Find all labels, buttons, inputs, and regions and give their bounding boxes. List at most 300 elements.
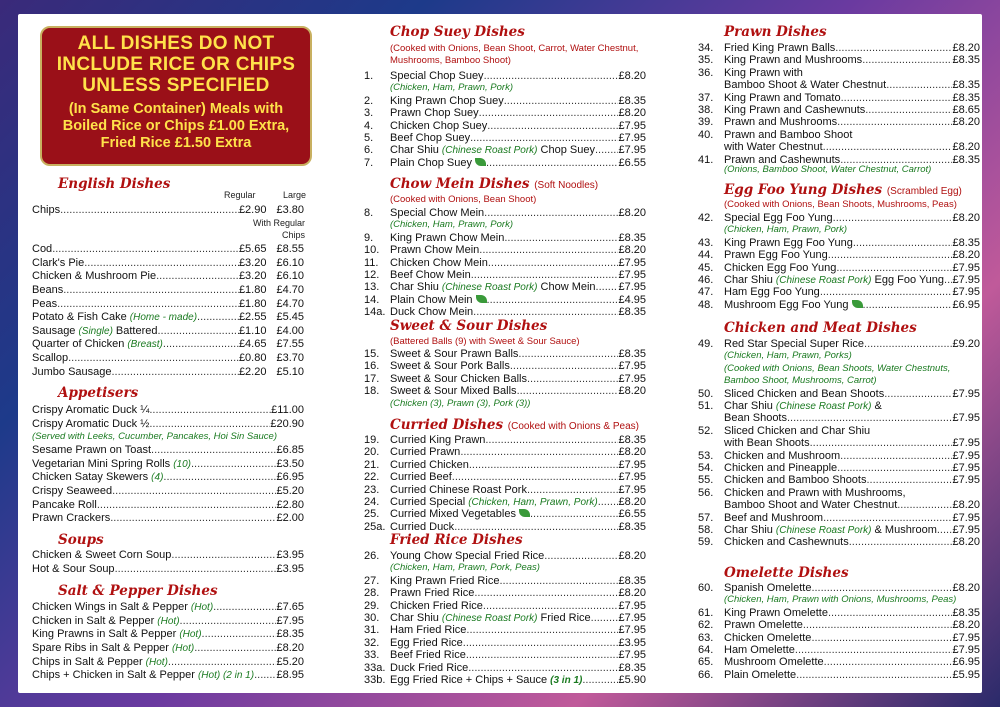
item-note: (Hot) (2 in 1) <box>197 670 255 682</box>
menu-item[interactable] <box>364 674 646 687</box>
menu-item[interactable] <box>32 512 304 525</box>
menu-item[interactable] <box>32 485 304 498</box>
item-price: £8.20 <box>276 641 304 654</box>
menu-item[interactable] <box>698 425 980 438</box>
item-name: King Prawn Egg Foo Yung <box>724 236 853 249</box>
item-number: 24. <box>364 496 380 508</box>
item-name-line2: with Water Chestnut <box>724 141 823 154</box>
item-name: Chicken Chop Suey <box>390 119 488 132</box>
item-price: £20.90 <box>270 417 304 430</box>
item-price: £3.95 <box>618 636 646 649</box>
menu-item[interactable] <box>364 207 646 220</box>
item-price: £7.95 <box>952 474 980 487</box>
menu-item[interactable] <box>364 600 646 613</box>
item-price: £7.95 <box>618 483 646 496</box>
menu-item[interactable] <box>698 104 980 117</box>
item-price: £8.20 <box>618 550 646 562</box>
section-title-soups: Soups <box>58 532 104 548</box>
item-note: (Hot) <box>157 615 180 627</box>
item-price: £1.80 <box>238 297 267 310</box>
item-price: £7.95 <box>952 511 980 524</box>
item-number: 59. <box>698 536 714 549</box>
item-name-line2: with Bean Shoots <box>724 437 810 450</box>
notice-line: (In Same Container) Meals with <box>68 101 284 117</box>
item-name: Prawn and Bamboo Shoot <box>724 128 853 141</box>
menu-item[interactable] <box>364 471 646 484</box>
item-price: £8.20 <box>952 141 980 154</box>
item-price: £7.95 <box>618 281 646 294</box>
menu-page <box>18 14 982 693</box>
menu-item[interactable] <box>698 338 980 351</box>
menu-item[interactable] <box>32 458 304 471</box>
menu-item[interactable] <box>698 400 980 413</box>
item-name: Beans <box>32 283 64 296</box>
item-name: King Prawn Chop Suey <box>390 94 504 107</box>
item-name: Plain Omelette <box>724 668 797 681</box>
item-name: Prawn Chop Suey <box>390 107 479 120</box>
rice-chips-notice <box>40 26 312 166</box>
menu-item[interactable] <box>32 243 304 256</box>
item-number: 16. <box>364 360 380 373</box>
item-price: £6.55 <box>618 156 646 169</box>
menu-item[interactable] <box>698 462 980 475</box>
menu-item[interactable] <box>364 95 646 108</box>
menu-item[interactable] <box>698 262 980 275</box>
menu-item[interactable] <box>32 615 304 628</box>
menu-item[interactable] <box>364 385 646 398</box>
menu-item[interactable] <box>32 656 304 669</box>
menu-item[interactable] <box>32 366 304 379</box>
item-name: Curried Chinese Roast Pork <box>390 483 527 496</box>
title-sub: (Soft Noodles) <box>534 180 599 191</box>
item-price: £5.65 <box>238 243 267 255</box>
item-price: £6.95 <box>276 471 304 484</box>
item-name: Chicken Fried Rice <box>390 599 483 612</box>
title-text: Egg Foo Yung Dishes <box>724 182 883 198</box>
item-name: Potato & Fish Cake <box>32 311 127 324</box>
item-number: 17. <box>364 372 380 385</box>
item-number: 33. <box>364 649 380 662</box>
item-number: 63. <box>698 631 714 644</box>
menu-item[interactable] <box>32 257 304 270</box>
menu-item[interactable] <box>364 550 646 563</box>
notice-line: Fried Rice £1.50 Extra <box>100 135 252 151</box>
menu-item[interactable] <box>32 284 304 297</box>
menu-item[interactable] <box>698 237 980 250</box>
menu-item[interactable] <box>698 582 980 595</box>
item-number: 37. <box>698 91 714 104</box>
item-price: £3.20 <box>238 256 267 269</box>
item-price-large: £6.10 <box>276 256 304 269</box>
leaf-icon <box>476 295 487 303</box>
item-name: Scallop <box>32 352 69 365</box>
item-number: 53. <box>698 449 714 462</box>
menu-item[interactable] <box>32 270 304 283</box>
menu-item[interactable] <box>698 669 980 682</box>
menu-item[interactable] <box>364 257 646 270</box>
item-price: £7.95 <box>618 256 646 269</box>
item-name: Plain Chow Mein <box>390 293 473 306</box>
notice-line: Boiled Rice or Chips £1.00 Extra, <box>62 118 290 134</box>
item-note: (Breast) <box>127 339 163 351</box>
item-price-large: £6.10 <box>276 270 304 283</box>
item-name: Quarter of Chicken <box>32 338 125 351</box>
item-price: £2.20 <box>238 365 267 378</box>
menu-item[interactable] <box>364 434 646 447</box>
menu-item[interactable] <box>32 471 304 484</box>
item-name: Curried Prawn <box>390 446 461 459</box>
item-number: 28. <box>364 587 380 600</box>
item-number: 14a. <box>364 306 386 319</box>
item-number: 6. <box>364 144 374 157</box>
item-name: Chicken Omelette <box>724 631 812 644</box>
item-price: £8.35 <box>618 520 646 533</box>
item-price: £7.95 <box>952 631 980 644</box>
section-title-sweet-sour: Sweet & Sour Dishes <box>390 318 548 334</box>
item-name: Chicken & Mushroom Pie <box>32 270 157 283</box>
item-number: 47. <box>698 286 714 299</box>
item-price-large: £5.10 <box>276 365 304 378</box>
item-name: Chips in Salt & Pepper <box>32 655 143 668</box>
item-name: Prawn and Cashewnuts <box>724 153 841 166</box>
menu-item-cont[interactable] <box>724 412 980 425</box>
item-name: Beef Chop Suey <box>390 132 471 144</box>
item-name-cont: Fried Rice <box>540 612 591 624</box>
menu-item[interactable] <box>698 450 980 463</box>
menu-item[interactable] <box>32 352 304 365</box>
menu-item[interactable] <box>698 286 980 299</box>
menu-item[interactable] <box>32 628 304 641</box>
item-price-large: £4.70 <box>276 297 304 310</box>
item-price: £8.20 <box>618 587 646 600</box>
item-name-cont: Chow Mein <box>540 281 596 294</box>
menu-item[interactable] <box>364 649 646 662</box>
section-title-english: English Dishes <box>58 176 171 192</box>
menu-item[interactable] <box>364 132 646 145</box>
section-title-appetisers: Appetisers <box>58 385 139 401</box>
menu-item[interactable] <box>698 67 980 80</box>
item-number: 15. <box>364 348 380 360</box>
with-regular-label: With Regular <box>253 218 306 228</box>
menu-item[interactable] <box>698 129 980 142</box>
item-price: £5.95 <box>952 668 980 681</box>
item-name: Chicken Egg Foo Yung <box>724 261 837 274</box>
item-number: 51. <box>698 400 714 412</box>
item-price: £8.20 <box>952 212 980 224</box>
section-title-chicken-meat: Chicken and Meat Dishes <box>724 320 917 336</box>
item-number: 66. <box>698 668 714 681</box>
menu-item[interactable] <box>364 508 646 521</box>
item-name: Chicken and Cashewnuts <box>724 536 849 549</box>
item-number: 43. <box>698 236 714 249</box>
menu-item[interactable] <box>698 92 980 105</box>
item-number: 23. <box>364 483 380 496</box>
item-price: £8.35 <box>618 306 646 319</box>
item-price: £7.95 <box>952 387 980 400</box>
item-name: Young Chow Special Fried Rice <box>390 550 545 562</box>
menu-item[interactable] <box>364 281 646 294</box>
item-price: £8.65 <box>952 104 980 116</box>
item-price: £8.20 <box>618 446 646 459</box>
menu-item[interactable] <box>32 601 304 614</box>
menu-item[interactable] <box>698 632 980 645</box>
item-price: £2.55 <box>238 311 267 324</box>
item-name: King Prawn Omelette <box>724 606 828 619</box>
menu-item[interactable] <box>364 144 646 157</box>
menu-item[interactable] <box>698 388 980 401</box>
item-name: Duck Chow Mein <box>390 306 474 319</box>
item-name-line2: Bamboo Shoot and Water Chestnut <box>724 499 898 512</box>
item-price: £7.95 <box>618 372 646 385</box>
menu-item[interactable] <box>364 373 646 386</box>
notice-line: UNLESS SPECIFIED <box>82 75 270 96</box>
item-name: King Prawn Fried Rice <box>390 574 500 587</box>
menu-item[interactable] <box>698 299 980 312</box>
item-price: £7.95 <box>618 612 646 624</box>
item-number: 44. <box>698 249 714 262</box>
menu-item[interactable] <box>364 120 646 133</box>
item-price: £6.95 <box>952 656 980 669</box>
menu-item[interactable] <box>364 624 646 637</box>
menu-item[interactable] <box>364 348 646 361</box>
item-number: 19. <box>364 434 380 446</box>
section-subtitle: (Cooked with Onions, Bean Shoots, Mushrooms, Peas) <box>724 199 957 210</box>
item-price: £7.95 <box>952 449 980 462</box>
item-name: Chicken Satay Skewers <box>32 471 149 484</box>
menu-item[interactable] <box>364 587 646 600</box>
item-name: King Prawn and Tomato <box>724 91 841 104</box>
item-note: (Chinese Roast Pork) <box>441 282 538 294</box>
item-number: 29. <box>364 599 380 612</box>
item-price: £8.35 <box>276 628 304 641</box>
menu-item[interactable] <box>32 549 304 562</box>
menu-item[interactable] <box>698 274 980 287</box>
menu-item[interactable] <box>32 311 304 324</box>
item-name: Duck Fried Rice <box>390 661 469 674</box>
item-note: (4) <box>151 472 164 484</box>
item-number: 39. <box>698 116 714 129</box>
menu-item-cont[interactable] <box>724 79 980 92</box>
item-price-large: £3.80 <box>276 204 304 216</box>
item-price: £8.35 <box>618 434 646 446</box>
item-number: 56. <box>698 486 714 499</box>
item-price: £7.95 <box>618 624 646 637</box>
item-price: £7.95 <box>952 286 980 299</box>
item-price: £7.95 <box>952 644 980 656</box>
item-number: 13. <box>364 281 380 294</box>
menu-item[interactable] <box>32 669 304 682</box>
item-price: £8.35 <box>952 236 980 249</box>
item-name: King Prawn with <box>724 66 803 79</box>
menu-item-cont[interactable] <box>724 499 980 512</box>
menu-item[interactable] <box>364 484 646 497</box>
item-price: £11.00 <box>271 404 304 416</box>
menu-item[interactable] <box>698 644 980 657</box>
item-number: 11. <box>364 256 379 269</box>
menu-item[interactable] <box>364 107 646 120</box>
menu-item[interactable] <box>698 607 980 620</box>
menu-item[interactable] <box>698 474 980 487</box>
menu-item[interactable] <box>32 563 304 576</box>
menu-item[interactable] <box>698 116 980 129</box>
item-name: Plain Chop Suey <box>390 156 472 169</box>
menu-item[interactable] <box>698 487 980 500</box>
item-price-large: £4.00 <box>276 324 304 337</box>
item-name: Sweet & Sour Mixed Balls <box>390 385 517 398</box>
item-price: £5.20 <box>276 655 304 668</box>
served-note: (Served with Leeks, Cucumber, Pancakes, Hoi Sin Sauce) <box>32 431 278 442</box>
item-number: 57. <box>698 511 714 524</box>
section-note: (Chicken, Ham, Prawn with Onions, Mushrooms, Peas) <box>724 594 957 606</box>
menu-item[interactable] <box>32 325 304 338</box>
section-note: (Chicken, Ham, Prawn, Pork) <box>390 82 514 94</box>
item-number: 33a. <box>364 661 386 674</box>
item-price: £7.95 <box>952 524 980 536</box>
item-number: 48. <box>698 298 714 311</box>
leaf-icon <box>852 300 863 308</box>
item-price: £7.95 <box>618 360 646 373</box>
menu-item[interactable] <box>32 404 304 417</box>
item-price: £3.50 <box>276 457 304 470</box>
menu-item[interactable] <box>32 444 304 457</box>
menu-item[interactable] <box>364 232 646 245</box>
column-middle <box>360 14 646 693</box>
menu-item[interactable] <box>32 338 304 351</box>
item-note: (Hot) <box>171 642 195 654</box>
item-name: King Prawn and Mushrooms <box>724 54 863 67</box>
item-number: 9. <box>364 231 374 244</box>
item-name: Jumbo Sausage <box>32 365 112 378</box>
item-price: £8.35 <box>952 91 980 104</box>
menu-item[interactable] <box>364 446 646 459</box>
item-price-large: £3.70 <box>276 352 304 365</box>
menu-item[interactable] <box>698 54 980 67</box>
item-number: 26. <box>364 550 380 562</box>
item-price: £7.95 <box>618 458 646 471</box>
item-name: Sausage <box>32 324 76 337</box>
item-price: £7.95 <box>952 437 980 450</box>
title-text: Chow Mein Dishes <box>390 176 530 192</box>
item-price-large: £7.55 <box>276 338 304 351</box>
item-price: £3.95 <box>276 549 304 561</box>
menu-item[interactable] <box>698 619 980 632</box>
item-number: 22. <box>364 471 380 484</box>
item-name: Char Shiu <box>724 274 773 286</box>
item-price: £4.65 <box>238 338 267 351</box>
menu-item-cont[interactable] <box>724 141 980 154</box>
menu-item[interactable] <box>32 499 304 512</box>
item-price: £8.20 <box>952 249 980 262</box>
section-subtitle: (Cooked with Onions, Bean Shoot) <box>390 194 537 205</box>
menu-item[interactable] <box>364 360 646 373</box>
item-number: 4. <box>364 119 374 132</box>
item-number: 10. <box>364 244 380 257</box>
item-number: 54. <box>698 462 714 474</box>
item-name: Clark's Pie <box>32 256 85 269</box>
menu-item[interactable] <box>698 212 980 225</box>
item-price: £5.90 <box>618 674 646 686</box>
item-price: £7.95 <box>618 119 646 132</box>
menu-item[interactable] <box>32 418 304 431</box>
menu-item-cont[interactable] <box>724 437 980 450</box>
menu-item[interactable] <box>698 42 980 55</box>
item-number: 38. <box>698 104 714 116</box>
item-name: Curried Special <box>390 496 466 508</box>
menu-item[interactable] <box>364 575 646 588</box>
item-price: £7.95 <box>952 462 980 474</box>
item-price: £8.35 <box>952 54 980 67</box>
section-title-chow-mein <box>390 176 598 192</box>
menu-item[interactable] <box>32 642 304 655</box>
item-price: £8.35 <box>618 661 646 674</box>
item-price: £7.95 <box>276 614 304 627</box>
item-name: Beef Fried Rice <box>390 649 466 662</box>
menu-item[interactable] <box>364 294 646 307</box>
menu-item[interactable] <box>32 204 304 217</box>
item-price: £7.95 <box>618 599 646 612</box>
menu-item[interactable] <box>364 496 646 509</box>
item-name: Chicken and Mushroom <box>724 449 841 462</box>
item-number: 33b. <box>364 674 386 686</box>
item-price: £2.90 <box>238 204 267 216</box>
menu-item[interactable] <box>364 269 646 282</box>
item-price: £1.10 <box>238 324 267 337</box>
menu-item[interactable] <box>364 244 646 257</box>
menu-item[interactable] <box>364 637 646 650</box>
menu-item[interactable] <box>364 612 646 625</box>
item-name: Cod <box>32 243 53 255</box>
item-note: (Home - made) <box>129 312 198 324</box>
item-number: 18. <box>364 385 380 398</box>
menu-item[interactable] <box>364 70 646 83</box>
item-note: (10) <box>173 458 191 470</box>
leaf-icon <box>475 158 486 166</box>
menu-item[interactable] <box>364 459 646 472</box>
item-name: Sweet & Sour Pork Balls <box>390 360 510 373</box>
item-number: 7. <box>364 156 374 169</box>
item-name: Sweet & Sour Prawn Balls <box>390 348 519 360</box>
item-name: Prawn and Mushrooms <box>724 116 838 129</box>
item-name: Char Shiu <box>724 400 773 412</box>
item-name: Sesame Prawn on Toast <box>32 444 152 456</box>
item-name: Special Chow Mein <box>390 207 485 219</box>
menu-item[interactable] <box>698 249 980 262</box>
item-number: 50. <box>698 387 714 400</box>
item-price: £3.95 <box>276 562 304 575</box>
item-name-cont: Chop Suey <box>540 144 595 157</box>
menu-item[interactable] <box>364 157 646 170</box>
item-name: Curried Duck <box>390 520 455 533</box>
item-name: Chips + Chicken in Salt & Pepper <box>32 669 195 682</box>
title-text: Curried Dishes <box>390 417 504 433</box>
item-name: Chips <box>32 204 61 216</box>
menu-item[interactable] <box>32 298 304 311</box>
item-price: £8.35 <box>618 94 646 107</box>
item-number: 31. <box>364 624 380 637</box>
menu-item[interactable] <box>698 512 980 525</box>
menu-item[interactable] <box>364 662 646 675</box>
item-price: £8.20 <box>618 244 646 257</box>
chips-label: Chips <box>282 230 306 240</box>
item-price-large: £5.45 <box>276 311 304 324</box>
menu-item[interactable] <box>698 656 980 669</box>
item-note: (Hot) <box>145 656 168 668</box>
item-price: £6.85 <box>276 444 304 456</box>
item-note: (Chinese Roast Pork) <box>441 145 538 157</box>
item-number: 58. <box>698 524 714 536</box>
menu-item[interactable] <box>698 524 980 537</box>
menu-item[interactable] <box>698 536 980 549</box>
